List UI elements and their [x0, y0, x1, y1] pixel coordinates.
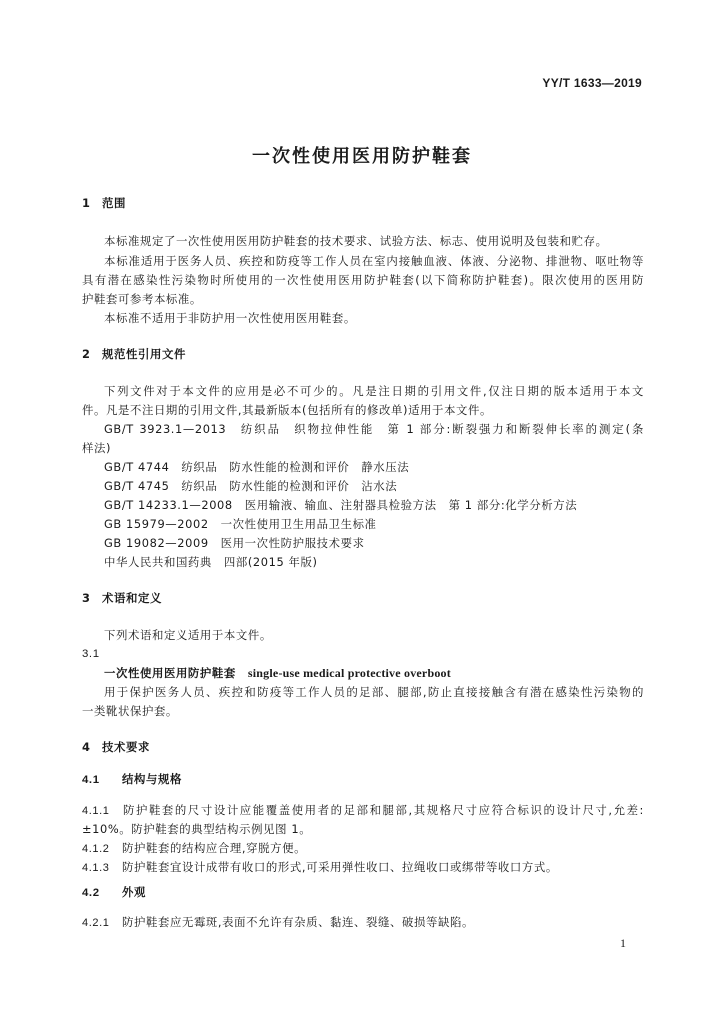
- section-number: 3: [82, 591, 91, 605]
- clause-text: 防护鞋套的尺寸设计应能覆盖使用者的足部和腿部,其规格尺寸应符合标识的设计尺寸,允差:: [122, 803, 644, 817]
- subsection-title: 结构与规格: [122, 772, 182, 786]
- subsection-4-2-heading: [82, 885, 644, 900]
- section-title: 术语和定义: [102, 591, 162, 605]
- term-chinese: 一次性使用医用防护鞋套: [104, 666, 236, 680]
- reference-item: 中华人民共和国药典 四部(2015 年版): [104, 555, 318, 569]
- normative-paragraph-line: 件。凡是不注日期的引用文件,其最新版本(包括所有的修改单)适用于本文件。: [82, 403, 493, 417]
- clause-text: 防护鞋套应无霉斑,表面不允许有杂质、黏连、裂缝、破损等缺陷。: [122, 915, 474, 929]
- term-definition-line: 一类靴状保护套。: [82, 704, 178, 718]
- section-number: 1: [82, 196, 91, 210]
- scope-paragraph-line: 本标准不适用于非防护用一次性使用医用鞋套。: [104, 311, 356, 325]
- scope-paragraph-line: 护鞋套可参考本标准。: [82, 292, 202, 306]
- reference-item: GB/T 3923.1—2013 纺织品 织物拉伸性能 第 1 部分:断裂强力和断裂伸长率的测定(条: [104, 422, 644, 436]
- term-entry: [82, 666, 644, 680]
- section-2-heading: [82, 347, 644, 361]
- clause-4-1-2: [82, 841, 644, 856]
- section-title: 规范性引用文件: [102, 347, 186, 361]
- scope-paragraph-line: 本标准适用于医务人员、疾控和防疫等工作人员在室内接触血液、体液、分泌物、排泄物、呕吐物等: [104, 254, 644, 268]
- clause-4-1-3: [82, 860, 644, 875]
- clause-4-1-1: [82, 803, 644, 818]
- section-number: 4: [82, 740, 91, 754]
- section-1-heading: [82, 196, 644, 210]
- clause-4-2-1: [82, 915, 644, 930]
- section-number: 2: [82, 347, 91, 361]
- reference-item: GB/T 4744 纺织品 防水性能的检测和评价 静水压法: [104, 460, 410, 474]
- standard-code: YY/T 1633—2019: [542, 76, 642, 90]
- subsection-4-1-heading: [82, 772, 644, 787]
- term-english: single-use medical protective overboot: [247, 666, 451, 680]
- clause-number: 4.1.3: [82, 862, 110, 874]
- reference-item: 样法): [82, 441, 112, 455]
- term-number: 3.1: [82, 648, 100, 660]
- section-3-heading: [82, 591, 644, 605]
- subsection-number: 4.2: [82, 887, 100, 899]
- clause-4-1-1-continued: ±10%。防护鞋套的典型结构示例见图 1。: [82, 822, 312, 836]
- section-title: 技术要求: [102, 740, 150, 754]
- section-4-heading: [82, 740, 644, 754]
- subsection-number: 4.1: [82, 774, 100, 786]
- reference-item: GB/T 4745 纺织品 防水性能的检测和评价 沾水法: [104, 479, 398, 493]
- clause-number: 4.1.2: [82, 843, 110, 855]
- scope-paragraph-line: 具有潜在感染性污染物时所使用的一次性使用医用防护鞋套(以下简称防护鞋套)。限次使用的医用防: [82, 273, 644, 287]
- terms-intro: 下列术语和定义适用于本文件。: [104, 628, 272, 642]
- subsection-title: 外观: [122, 885, 146, 899]
- scope-paragraph-line: 本标准规定了一次性使用医用防护鞋套的技术要求、试验方法、标志、使用说明及包装和贮存。: [104, 234, 608, 248]
- clause-number: 4.2.1: [82, 917, 110, 929]
- clause-number: 4.1.1: [82, 805, 110, 817]
- reference-item: GB/T 14233.1—2008 医用输液、输血、注射器具检验方法 第 1 部分:化学分析方法: [104, 498, 578, 512]
- page-number: 1: [620, 936, 626, 950]
- section-title: 范围: [102, 196, 126, 210]
- normative-paragraph-line: 下列文件对于本文件的应用是必不可少的。凡是注日期的引用文件,仅注日期的版本适用于本文: [104, 384, 644, 398]
- clause-text: 防护鞋套宜设计成带有收口的形式,可采用弹性收口、拉绳收口或绑带等收口方式。: [122, 860, 558, 874]
- clause-text: 防护鞋套的结构应合理,穿脱方便。: [122, 841, 307, 855]
- term-definition-line: 用于保护医务人员、疾控和防疫等工作人员的足部、腿部,防止直接接触含有潜在感染性污染物的: [104, 685, 644, 699]
- document-title: 一次性使用医用防护鞋套: [252, 146, 472, 167]
- reference-item: GB 15979—2002 一次性使用卫生用品卫生标准: [104, 517, 377, 531]
- reference-item: GB 19082—2009 医用一次性防护服技术要求: [104, 536, 365, 550]
